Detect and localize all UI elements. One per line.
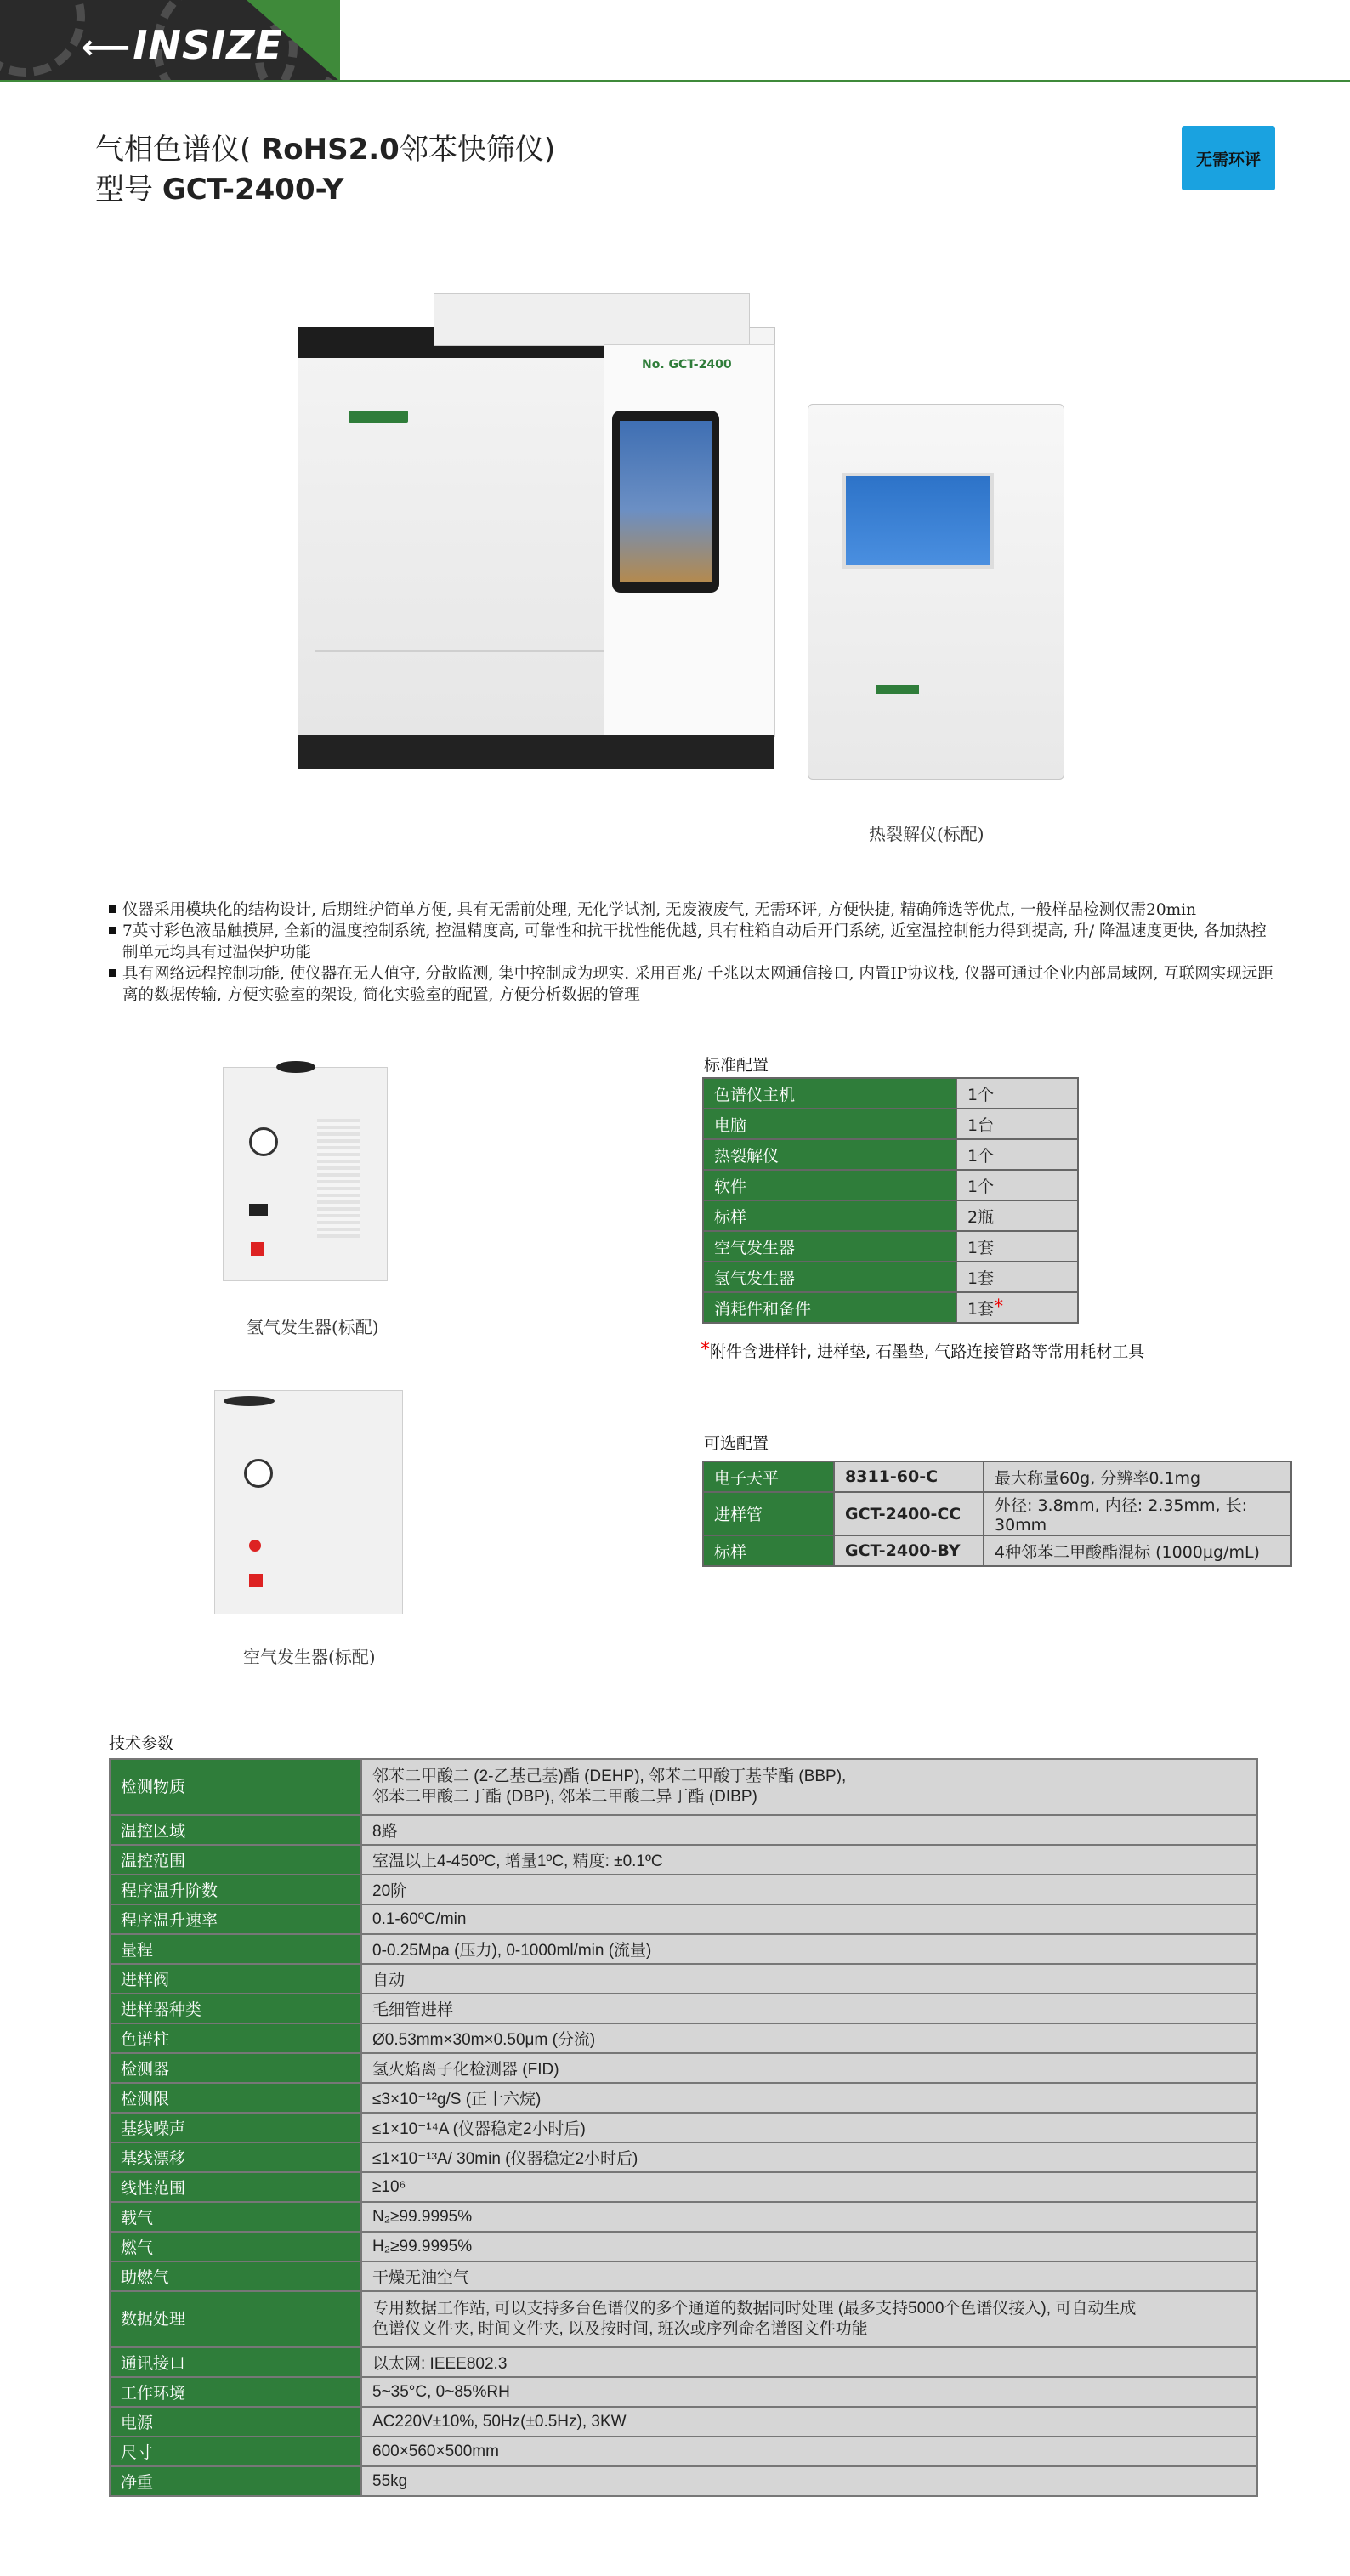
spec-value: 室温以上4-450ºC, 增量1ºC, 精度: ±0.1ºC [361,1845,1257,1875]
option-code: GCT-2400-BY [834,1535,984,1566]
spec-name: 程序温升速率 [110,1904,361,1934]
config-item: 热裂解仪 [703,1139,956,1170]
air-caption: 空气发生器(标配) [243,1647,376,1667]
standard-config-title: 标准配置 [704,1056,769,1075]
model-number: 型号 GCT-2400-Y [95,173,344,207]
config-qty: 1个 [956,1139,1078,1170]
table-row [703,1170,1078,1200]
config-qty: 1个 [956,1078,1078,1109]
table-row [703,1492,1291,1535]
hydrogen-generator-image [223,1067,388,1281]
option-code: 8311-60-C [834,1461,984,1492]
air-generator-image [214,1390,403,1614]
config-qty: 1套* [956,1292,1078,1323]
page-title: 气相色谱仪( RoHS2.0邻苯快筛仪) [95,133,556,167]
spec-value: 600×560×500mm [361,2437,1257,2466]
table-row [110,1815,1257,1845]
spec-value: 专用数据工作站, 可以支持多台色谱仪的多个通道的数据同时处理 (最多支持5000个色谱仪接入), 可自动生成 色谱仪文件夹, 时间文件夹, 以及按时间, 班次或序列命名谱图文件功能 [361,2291,1257,2347]
spec-name: 进样阀 [110,1964,361,1994]
spec-value: 干燥无油空气 [361,2261,1257,2291]
spec-value: Ø0.53mm×30m×0.50μm (分流) [361,2023,1257,2053]
spec-name: 数据处理 [110,2291,361,2347]
spec-value: H₂≥99.9995% [361,2232,1257,2261]
table-row [110,2172,1257,2202]
config-qty: 1台 [956,1109,1078,1139]
table-row [110,2232,1257,2261]
table-row [110,2053,1257,2083]
config-qty: 2瓶 [956,1200,1078,1231]
config-qty: 1套 [956,1231,1078,1262]
spec-name: 载气 [110,2202,361,2232]
table-row [703,1535,1291,1566]
table-row [110,2291,1257,2347]
spec-value: 邻苯二甲酸二 (2-乙基己基)酯 (DEHP), 邻苯二甲酸丁基苄酯 (BBP), 邻苯二甲酸二丁酯 (DBP), 邻苯二甲酸二异丁酯 (DIBP) [361,1759,1257,1815]
spec-value: ≤1×10⁻¹³A/ 30min (仪器稳定2小时后) [361,2142,1257,2172]
config-item: 电脑 [703,1109,956,1139]
table-row [703,1262,1078,1292]
option-desc: 4种邻苯二甲酸酯混标 (1000μg/mL) [984,1535,1291,1566]
table-row [703,1078,1078,1109]
main-product-image [298,285,1131,786]
spec-value: 55kg [361,2466,1257,2496]
spec-name: 程序温升阶数 [110,1875,361,1904]
spec-name: 检测器 [110,2053,361,2083]
table-row [110,2437,1257,2466]
spec-value: 以太网: IEEE802.3 [361,2347,1257,2377]
spec-name: 电源 [110,2407,361,2437]
accessory-note: *附件含进样针, 进样垫, 石墨垫, 气路连接管路等常用耗材工具 [701,1339,1145,1361]
spec-value: 8路 [361,1815,1257,1845]
table-row [110,1964,1257,1994]
table-row [110,2113,1257,2142]
config-item: 标样 [703,1200,956,1231]
table-row [110,2466,1257,2496]
feature-list [109,899,1316,1006]
spec-value: N₂≥99.9995% [361,2202,1257,2232]
spec-value: AC220V±10%, 50Hz(±0.5Hz), 3KW [361,2407,1257,2437]
standard-config-table [702,1077,1079,1324]
table-row [110,1875,1257,1904]
spec-name: 基线漂移 [110,2142,361,2172]
touch-screen [612,411,719,593]
spec-name: 助燃气 [110,2261,361,2291]
spec-name: 色谱柱 [110,2023,361,2053]
brand-logo: ⟵INSIZE [82,22,283,68]
option-code: GCT-2400-CC [834,1492,984,1535]
option-desc: 最大称量60g, 分辨率0.1mg [984,1461,1291,1492]
hydrogen-caption: 氢气发生器(标配) [247,1317,379,1337]
table-row [703,1139,1078,1170]
spec-value: 5~35°C, 0~85%RH [361,2377,1257,2407]
spec-value: 0-0.25Mpa (压力), 0-1000ml/min (流量) [361,1934,1257,1964]
spec-name: 通讯接口 [110,2347,361,2377]
spec-name: 工作环境 [110,2377,361,2407]
feature-item: 7英寸彩色液晶触摸屏, 全新的温度控制系统, 控温精度高, 可靠性和抗干扰性能优越, 具有柱箱自动后开门系统, 近室温控制能力得到提高, 升/ 降温速度更快, 各加热控制单元均具有过温保护功能 [109,921,1279,963]
no-eia-badge: 无需环评 [1182,126,1275,190]
table-row [110,1759,1257,1815]
spec-value: ≤1×10⁻¹⁴A (仪器稳定2小时后) [361,2113,1257,2142]
table-row [703,1231,1078,1262]
table-row [110,1845,1257,1875]
table-row [703,1461,1291,1492]
table-row [110,2261,1257,2291]
spec-value: ≥10⁶ [361,2172,1257,2202]
spec-name: 线性范围 [110,2172,361,2202]
pyrolyzer-unit [808,404,1064,780]
specs-table [109,1758,1258,2497]
table-row [110,2023,1257,2053]
config-item: 消耗件和备件 [703,1292,956,1323]
spec-value: 自动 [361,1964,1257,1994]
specs-title: 技术参数 [109,1734,174,1753]
table-row [703,1109,1078,1139]
config-qty: 1个 [956,1170,1078,1200]
table-row [110,1994,1257,2023]
table-row [110,2347,1257,2377]
table-row [110,2377,1257,2407]
feature-item: 仪器采用模块化的结构设计, 后期维护简单方便, 具有无需前处理, 无化学试剂, 无废液废气, 无需环评, 方便快捷, 精确筛选等优点, 一般样品检测仅需20min [109,899,1316,921]
option-item: 标样 [703,1535,834,1566]
header-divider [0,80,1350,82]
table-row [110,2142,1257,2172]
pyrolyzer-caption: 热裂解仪(标配) [869,824,984,844]
spec-value: 20阶 [361,1875,1257,1904]
table-row [110,1904,1257,1934]
spec-name: 温控区域 [110,1815,361,1845]
feature-item: 具有网络远程控制功能, 使仪器在无人值守, 分散监测, 集中控制成为现实. 采用百兆/ 千兆以太网通信接口, 内置IP协议栈, 仪器可通过企业内部局域网, 互联网实现远距离的数据传输, 方便实验室的架设, 简化实验室的配置, 方便分析数据的管理 [109,963,1279,1006]
spec-name: 进样器种类 [110,1994,361,2023]
spec-name: 净重 [110,2466,361,2496]
spec-name: 检测物质 [110,1759,361,1815]
spec-name: 燃气 [110,2232,361,2261]
spec-name: 检测限 [110,2083,361,2113]
config-item: 氢气发生器 [703,1262,956,1292]
option-item: 进样管 [703,1492,834,1535]
config-qty: 1套 [956,1262,1078,1292]
spec-name: 基线噪声 [110,2113,361,2142]
optional-config-table [702,1461,1292,1567]
table-row [110,1934,1257,1964]
table-row [703,1292,1078,1323]
table-row [110,2407,1257,2437]
config-item: 色谱仪主机 [703,1078,956,1109]
asterisk-mark: * [994,1296,1004,1318]
panel-label: No. GCT-2400 [642,358,732,372]
table-row [703,1200,1078,1231]
table-row [110,2083,1257,2113]
spec-name: 尺寸 [110,2437,361,2466]
config-item: 软件 [703,1170,956,1200]
config-item: 空气发生器 [703,1231,956,1262]
spec-name: 温控范围 [110,1845,361,1875]
table-row [110,2202,1257,2232]
spec-value: 毛细管进样 [361,1994,1257,2023]
spec-value: ≤3×10⁻¹²g/S (正十六烷) [361,2083,1257,2113]
spec-value: 0.1-60ºC/min [361,1904,1257,1934]
optional-config-title: 可选配置 [704,1434,769,1453]
option-item: 电子天平 [703,1461,834,1492]
spec-value: 氢火焰离子化检测器 (FID) [361,2053,1257,2083]
spec-name: 量程 [110,1934,361,1964]
option-desc: 外径: 3.8mm, 内径: 2.35mm, 长: 30mm [984,1492,1291,1535]
